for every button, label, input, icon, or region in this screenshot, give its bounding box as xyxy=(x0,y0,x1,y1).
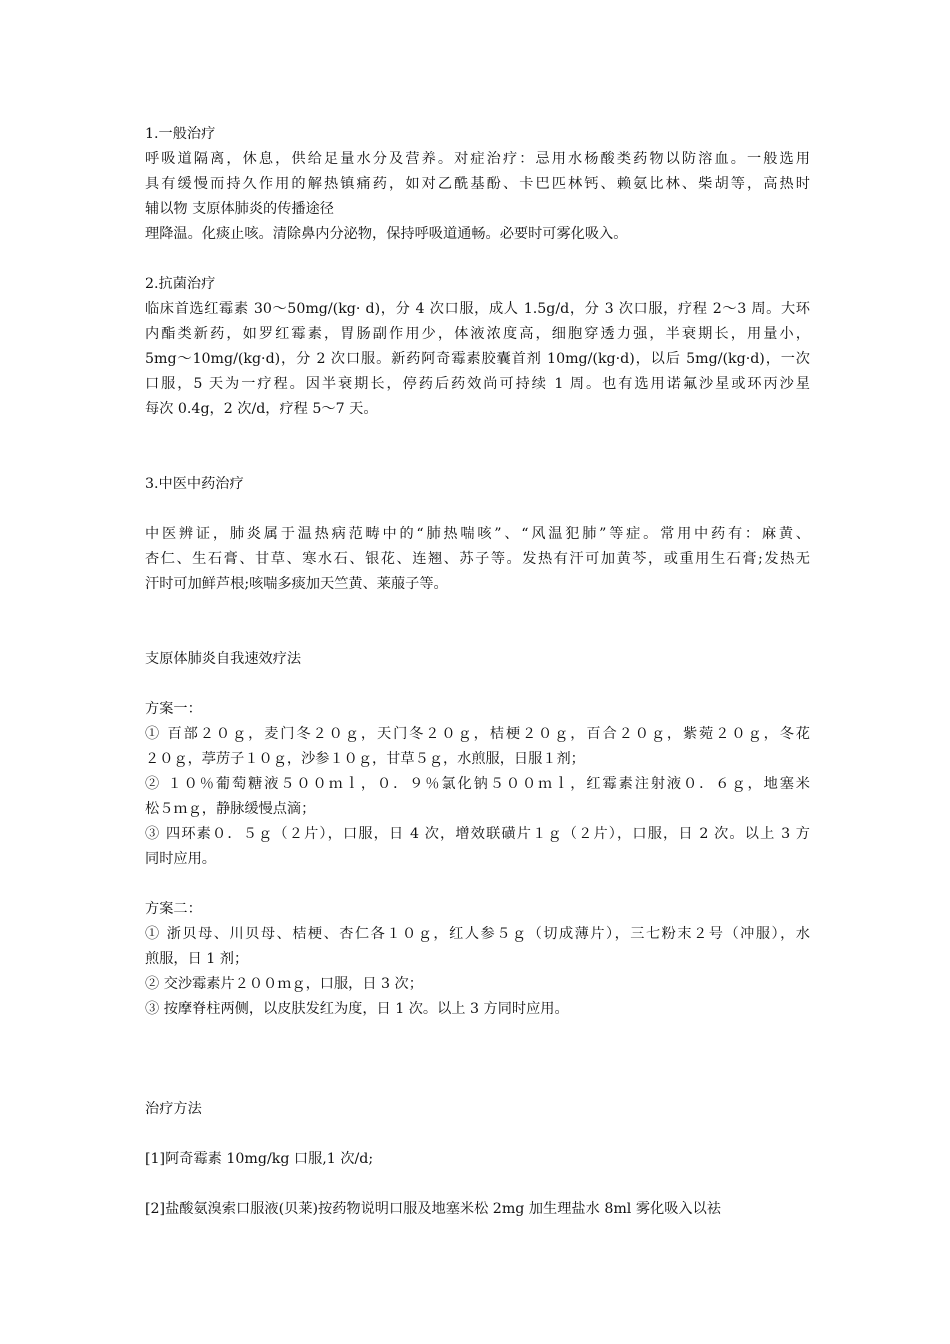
list-item: 同时应用。 xyxy=(145,851,216,867)
list-item: ② 交沙霉素片２００ｍｇ，口服，日 3 次； xyxy=(145,976,423,992)
list-item: ③ 四环素０．５ｇ（２片），口服，日 4 次，增效联磺片１ｇ（２片），口服，日 2 次。以上 3 方 xyxy=(145,826,810,842)
spacer xyxy=(145,672,810,697)
spacer xyxy=(145,597,810,622)
list-item: [2]盐酸氨溴索口服液(贝莱)按药物说明口服及地塞米松 2mg 加生理盐水 8ml 雾化吸入以祛 xyxy=(145,1201,721,1217)
spacer xyxy=(145,422,810,447)
paragraph-line: 中医辨证，肺炎属于温热病范畴中的“肺热喘咳”、“风温犯肺”等症。常用中药有：麻黄、 xyxy=(145,526,810,542)
paragraph-line: 理降温。化痰止咳。清除鼻内分泌物，保持呼吸道通畅。必要时可雾化吸入。 xyxy=(145,226,628,242)
heading-plan-one: 方案一： xyxy=(145,701,202,717)
document-body xyxy=(145,122,810,1222)
paragraph-line: 辅以物 支原体肺炎的传播途径 xyxy=(145,201,334,217)
list-item: 煎服，日 1 剂； xyxy=(145,951,249,967)
spacer xyxy=(145,1022,810,1047)
paragraph-line: 内酯类新药，如罗红霉素，胃肠副作用少，体液浓度高，细胞穿透力强，半衰期长，用量小， xyxy=(145,326,810,342)
paragraph-line: 5mg～10mg/(kg·d)，分 2 次口服。新药阿奇霉素胶囊首剂 10mg/(kg·d)，以后 5mg/(kg·d)，一次 xyxy=(145,351,810,367)
spacer xyxy=(145,1047,810,1072)
spacer xyxy=(145,447,810,472)
list-item: ③ 按摩脊柱两侧，以皮肤发红为度，日 1 次。以上 3 方同时应用。 xyxy=(145,1001,569,1017)
list-item: ２０ｇ，葶苈子１０ｇ，沙参１０ｇ，甘草５ｇ，水煎服，日服１剂； xyxy=(145,751,585,767)
paragraph-line: 汗时可加鲜芦根;咳喘多痰加天竺黄、莱菔子等。 xyxy=(145,576,448,592)
heading-plan-two: 方案二： xyxy=(145,901,202,917)
spacer xyxy=(145,497,810,522)
spacer xyxy=(145,872,810,897)
paragraph-line: 临床首选红霉素 30～50mg/(kg· d)，分 4 次口服，成人 1.5g/d，分 3 次口服，疗程 2～3 周。大环 xyxy=(145,301,810,317)
list-item: ① 浙贝母、川贝母、桔梗、杏仁各１０ｇ，红人参５ｇ（切成薄片），三七粉末２号（冲服），水 xyxy=(145,926,810,942)
paragraph-line: 具有缓慢而持久作用的解热镇痛药，如对乙酰基酚、卡巴匹林钙、赖氨比林、柴胡等，高热时 xyxy=(145,176,810,192)
paragraph-line: 杏仁、生石膏、甘草、寒水石、银花、连翘、苏子等。发热有汗可加黄芩，或重用生石膏;发热无 xyxy=(145,551,810,567)
list-item: [1]阿奇霉素 10mg/kg 口服,1 次/d; xyxy=(145,1151,374,1167)
heading-treatment-methods: 治疗方法 xyxy=(145,1101,202,1117)
spacer xyxy=(145,1122,810,1147)
paragraph-line: 呼吸道隔离，休息，供给足量水分及营养。对症治疗：忌用水杨酸类药物以防溶血。一般选用 xyxy=(145,151,810,167)
spacer xyxy=(145,247,810,272)
spacer xyxy=(145,622,810,647)
spacer xyxy=(145,1072,810,1097)
list-item: ① 百部２０ｇ，麦门冬２０ｇ，天门冬２０ｇ，桔梗２０ｇ，百合２０ｇ，紫菀２０ｇ，冬花 xyxy=(145,726,810,742)
heading-self-care: 支原体肺炎自我速效疗法 xyxy=(145,651,302,667)
paragraph-line: 每次 0.4g，2 次/d，疗程 5～7 天。 xyxy=(145,401,378,417)
heading-tcm-treatment: 3.中医中药治疗 xyxy=(145,476,244,492)
list-item: ② １０％葡萄糖液５００ｍｌ，０．９％氯化钠５００ｍｌ，红霉素注射液０．６ｇ，地塞米 xyxy=(145,776,810,792)
list-item: 松５ｍｇ，静脉缓慢点滴； xyxy=(145,801,316,817)
heading-antibacterial-treatment: 2.抗菌治疗 xyxy=(145,276,216,292)
heading-general-treatment: 1.一般治疗 xyxy=(145,126,216,142)
paragraph-line: 口服，5 天为一疗程。因半衰期长，停药后药效尚可持续 1 周。也有选用诺氟沙星或环丙沙星 xyxy=(145,376,810,392)
spacer xyxy=(145,1172,810,1197)
